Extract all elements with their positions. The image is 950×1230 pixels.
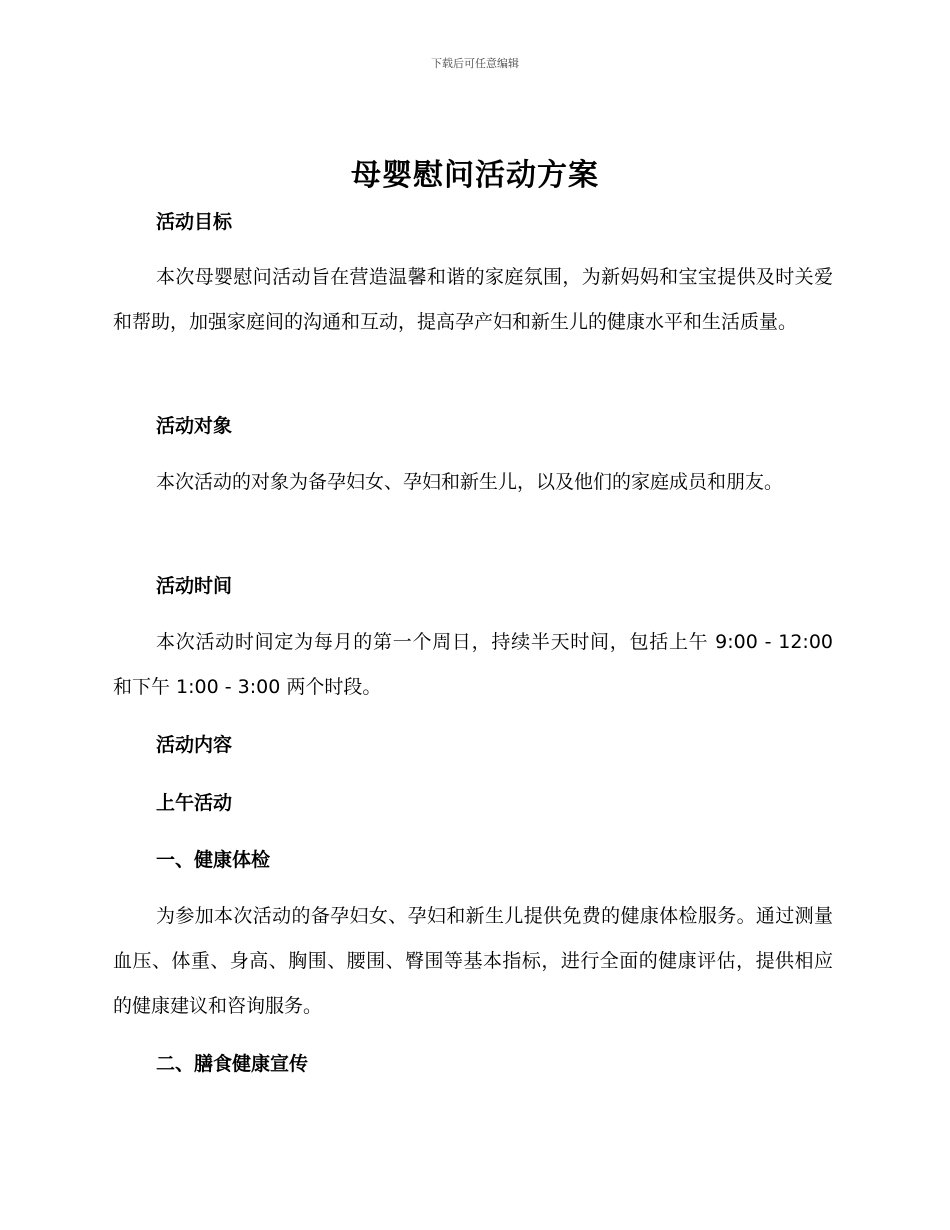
section-checkup-heading xyxy=(113,848,833,872)
section-goal-body xyxy=(113,255,833,345)
paragraph: 本次活动时间定为每月的第一个周日，持续半天时间，包括上午 9:00 - 12:00 和下午 1:00 - 3:00 两个时段。 xyxy=(113,631,833,698)
section-heading: 活动目标 xyxy=(156,211,233,233)
paragraph: 本次活动的对象为备孕妇女、孕妇和新生儿，以及他们的家庭成员和朋友。 xyxy=(156,471,784,493)
section-heading: 上午活动 xyxy=(156,792,233,814)
section-checkup-body xyxy=(113,894,833,1029)
section-target-heading xyxy=(113,414,833,438)
section-target-body xyxy=(113,460,833,505)
section-heading: 活动内容 xyxy=(156,734,233,756)
paragraph: 为参加本次活动的备孕妇女、孕妇和新生儿提供免费的健康体检服务。通过测量血压、体重、身高、胸围、腰围、臀围等基本指标，进行全面的健康评估，提供相应的健康建议和咨询服务。 xyxy=(113,905,833,1017)
section-heading: 二、膳食健康宣传 xyxy=(156,1053,309,1075)
section-heading: 一、健康体检 xyxy=(156,849,271,871)
document-title: 母婴慰问活动方案 xyxy=(351,158,599,193)
section-goal-heading xyxy=(113,210,833,234)
section-diet-heading xyxy=(113,1052,833,1076)
section-morning-heading xyxy=(113,791,833,815)
section-heading: 活动对象 xyxy=(156,415,233,437)
header-watermark: 下载后可任意编辑 xyxy=(431,57,519,70)
section-content-heading xyxy=(113,733,833,757)
paragraph: 本次母婴慰问活动旨在营造温馨和谐的家庭氛围，为新妈妈和宝宝提供及时关爱和帮助，加强家庭间的沟通和互动，提高孕产妇和新生儿的健康水平和生活质量。 xyxy=(113,266,833,333)
section-time-heading xyxy=(113,574,833,598)
section-time-body xyxy=(113,620,833,710)
section-heading: 活动时间 xyxy=(156,575,233,597)
